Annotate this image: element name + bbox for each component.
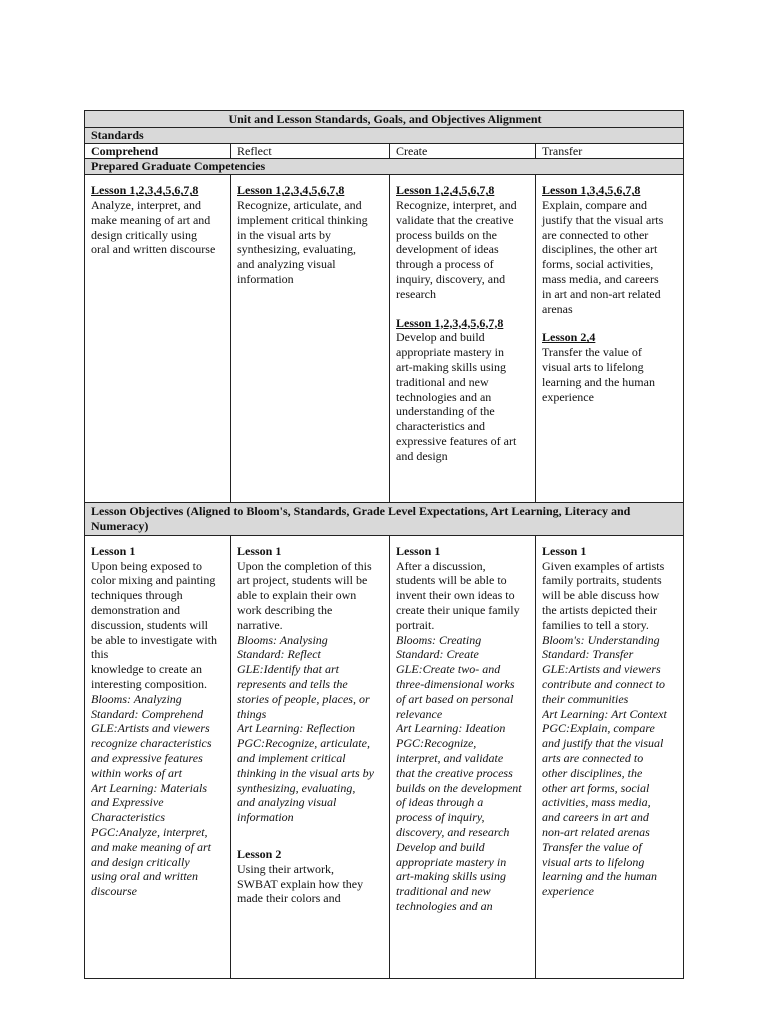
col-header-transfer: Transfer: [536, 143, 684, 159]
text-line: appropriate mastery in: [396, 345, 504, 360]
text-line: implement critical thinking: [237, 212, 368, 227]
italic-line: information: [237, 810, 294, 825]
text-line: the artists depicted their: [542, 602, 657, 617]
text-line: invent their own ideas to: [396, 588, 515, 603]
text-line: design critically using: [91, 227, 197, 242]
lesson-heading: Lesson 1,2,3,4,5,6,7,8: [396, 315, 504, 330]
pgc-comprehend-cell: [85, 175, 231, 503]
italic-line: and analyzing visual: [237, 795, 337, 810]
text-line: visual arts to lifelong: [542, 359, 644, 374]
text-line: make meaning of art and: [91, 212, 211, 227]
italic-line: visual arts to lifelong: [542, 854, 645, 869]
italic-line: non-art related arenas: [542, 824, 650, 839]
italic-line: and implement critical: [237, 750, 346, 765]
italic-line: PGC:Recognize,: [396, 736, 477, 751]
text-line: work describing the: [237, 602, 333, 617]
text-line: oral and written discourse: [91, 242, 216, 257]
pgc-reflect-cell: [231, 175, 390, 503]
pgc-create-cell: [390, 175, 536, 503]
italic-line: Art Learning: Ideation: [396, 721, 506, 736]
text-line: students will be able to: [396, 573, 507, 588]
lesson-heading: Lesson 2: [237, 846, 282, 861]
text-line: arenas: [542, 301, 573, 316]
obj-comprehend-cell: [85, 535, 231, 978]
italic-line: three-dimensional works: [396, 676, 515, 691]
text-line: narrative.: [237, 617, 283, 632]
text-line: development of ideas: [396, 242, 499, 257]
text-line: Transfer the value of: [542, 345, 642, 360]
italic-line: learning and the human: [542, 869, 657, 884]
alignment-table: [84, 110, 684, 979]
col-header-create: Create: [390, 143, 536, 159]
italic-line: Develop and build: [396, 839, 485, 854]
italic-line: GLE:Artists and viewers: [542, 662, 661, 677]
text-line: inquiry, discovery, and: [396, 271, 506, 286]
italic-line: interpret, and validate: [396, 750, 504, 765]
italic-line: things: [237, 706, 267, 721]
text-line: be able to investigate with: [91, 632, 217, 647]
text-line: art project, students will be: [237, 573, 368, 588]
text-line: justify that the visual arts: [542, 212, 664, 227]
italic-line: GLE:Create two- and: [396, 662, 501, 677]
text-line: SWBAT explain how they: [237, 876, 364, 891]
italic-line: stories of people, places, or: [237, 691, 370, 706]
text-line: Explain, compare and: [542, 197, 647, 212]
text-line: research: [396, 286, 436, 301]
italic-line: represents and tells the: [237, 676, 348, 691]
lesson-heading: Lesson 1: [91, 543, 136, 558]
text-line: Analyze, interpret, and: [91, 197, 201, 212]
text-line: validate that the creative: [396, 212, 514, 227]
italic-line: and make meaning of art: [91, 839, 211, 854]
italic-line: GLE:Artists and viewers: [91, 721, 210, 736]
text-line: families to tell a story.: [542, 617, 649, 632]
lesson-heading: Lesson 2,4: [542, 330, 596, 345]
italic-line: PGC:Recognize, articulate,: [237, 736, 370, 751]
text-line: experience: [542, 389, 594, 404]
text-line: synthesizing, evaluating,: [237, 242, 356, 257]
italic-line: Standard: Transfer: [542, 647, 634, 662]
text-line: in art and non-art related: [542, 286, 661, 301]
italic-line: recognize characteristics: [91, 736, 212, 751]
italic-line: discovery, and research: [396, 824, 510, 839]
text-line: learning and the human: [542, 374, 655, 389]
italic-line: using oral and written: [91, 869, 199, 884]
italic-line: Blooms: Analyzing: [91, 691, 182, 706]
text-line: After a discussion,: [396, 558, 486, 573]
column-header-row: [85, 143, 684, 159]
text-line: disciplines, the other art: [542, 242, 658, 257]
italic-line: appropriate mastery in: [396, 854, 507, 869]
italic-line: other disciplines, the: [542, 765, 643, 780]
italic-line: Standard: Comprehend: [91, 706, 204, 721]
standards-label: Standards: [85, 127, 684, 143]
italic-line: and design critically: [91, 854, 190, 869]
italic-line: experience: [542, 884, 594, 899]
text-line: family portraits, students: [542, 573, 662, 588]
text-line: Recognize, interpret, and: [396, 197, 517, 212]
text-line: Upon the completion of this: [237, 558, 372, 573]
italic-line: GLE:Identify that art: [237, 662, 339, 677]
italic-line: Bloom's: Understanding: [542, 632, 660, 647]
italic-line: Blooms: Analysing: [237, 632, 328, 647]
objectives-row: [85, 535, 684, 978]
pgc-transfer-cell: [536, 175, 684, 503]
italic-line: Art Learning: Materials: [91, 780, 207, 795]
lesson-heading: Lesson 1,2,3,4,5,6,7,8: [91, 183, 199, 198]
italic-line: Art Learning: Art Context: [542, 706, 667, 721]
text-line: through a process of: [396, 257, 494, 272]
text-line: and design: [396, 448, 448, 463]
italic-line: process of inquiry,: [396, 810, 485, 825]
text-line: Develop and build: [396, 330, 485, 345]
italic-line: relevance: [396, 706, 443, 721]
obj-create-cell: [390, 535, 536, 978]
italic-line: synthesizing, evaluating,: [237, 780, 356, 795]
lesson-heading: Lesson 1: [237, 543, 282, 558]
italic-line: of ideas through a: [396, 795, 484, 810]
text-line: and analyzing visual: [237, 257, 336, 272]
lesson-heading: Lesson 1: [542, 543, 587, 558]
italic-line: their communities: [542, 691, 629, 706]
lesson-heading: Lesson 1: [396, 543, 441, 558]
italic-line: arts are connected to: [542, 750, 644, 765]
italic-line: PGC:Analyze, interpret,: [91, 824, 208, 839]
italic-line: discourse: [91, 884, 137, 899]
italic-line: traditional and new: [396, 884, 491, 899]
text-line: made their colors and: [237, 891, 341, 906]
objectives-label: Lesson Objectives (Aligned to Bloom's, Standards, Grade Level Expectations, Art Learning, Literacy and Numeracy): [85, 503, 684, 536]
col-header-comprehend: Comprehend: [85, 143, 231, 159]
text-line: create their unique family: [396, 602, 520, 617]
lesson-heading: Lesson 1,3,4,5,6,7,8: [542, 183, 641, 198]
text-line: Using their artwork,: [237, 861, 334, 876]
lesson-heading: Lesson 1,2,3,4,5,6,7,8: [237, 183, 345, 198]
table-title: Unit and Lesson Standards, Goals, and Objectives Alignment: [85, 111, 684, 128]
text-line: art-making skills using: [396, 359, 506, 374]
text-line: expressive features of art: [396, 433, 517, 448]
italic-line: and careers in art and: [542, 810, 649, 825]
text-line: in the visual arts by: [237, 227, 331, 242]
italic-line: builds on the development: [396, 780, 522, 795]
text-line: portrait.: [396, 617, 435, 632]
text-line: color mixing and painting: [91, 573, 216, 588]
pgc-label: Prepared Graduate Competencies: [85, 159, 684, 175]
italic-line: that the creative process: [396, 765, 513, 780]
text-line: forms, social activities,: [542, 257, 654, 272]
italic-line: contribute and connect to: [542, 676, 665, 691]
italic-line: Standard: Reflect: [237, 647, 321, 662]
text-line: characteristics and: [396, 419, 485, 434]
italic-line: Characteristics: [91, 810, 165, 825]
text-line: able to explain their own: [237, 588, 357, 603]
italic-line: and justify that the visual: [542, 736, 664, 751]
lesson-heading: Lesson 1,2,4,5,6,7,8: [396, 183, 495, 198]
text-line: Recognize, articulate, and: [237, 197, 362, 212]
text-line: information: [237, 271, 294, 286]
text-line: demonstration and: [91, 602, 180, 617]
italic-line: PGC:Explain, compare: [542, 721, 655, 736]
italic-line: art-making skills using: [396, 869, 506, 884]
text-line: Given examples of artists: [542, 558, 665, 573]
italic-line: thinking in the visual arts by: [237, 765, 374, 780]
italic-line: Art Learning: Reflection: [237, 721, 355, 736]
italic-line: Transfer the value of: [542, 839, 642, 854]
obj-transfer-cell: [536, 535, 684, 978]
italic-line: activities, mass media,: [542, 795, 651, 810]
italic-line: and expressive features: [91, 750, 203, 765]
italic-line: within works of art: [91, 765, 183, 780]
text-line: process builds on the: [396, 227, 497, 242]
text-line: techniques through: [91, 588, 183, 603]
text-line: will be able discuss how: [542, 588, 660, 603]
col-header-reflect: Reflect: [231, 143, 390, 159]
text-line: interesting composition.: [91, 676, 207, 691]
text-line: traditional and new: [396, 374, 489, 389]
italic-line: other art forms, social: [542, 780, 650, 795]
pgc-row: [85, 175, 684, 503]
text-line: this: [91, 647, 109, 662]
obj-reflect-cell: [231, 535, 390, 978]
text-line: understanding of the: [396, 404, 495, 419]
italic-line: technologies and an: [396, 898, 493, 913]
text-line: are connected to other: [542, 227, 649, 242]
italic-line: Standard: Create: [396, 647, 479, 662]
text-line: discussion, students will: [91, 617, 209, 632]
text-line: knowledge to create an: [91, 662, 202, 677]
italic-line: and Expressive: [91, 795, 164, 810]
text-line: Upon being exposed to: [91, 558, 202, 573]
italic-line: Blooms: Creating: [396, 632, 482, 647]
text-line: mass media, and careers: [542, 271, 659, 286]
text-line: technologies and an: [396, 389, 492, 404]
italic-line: of art based on personal: [396, 691, 514, 706]
